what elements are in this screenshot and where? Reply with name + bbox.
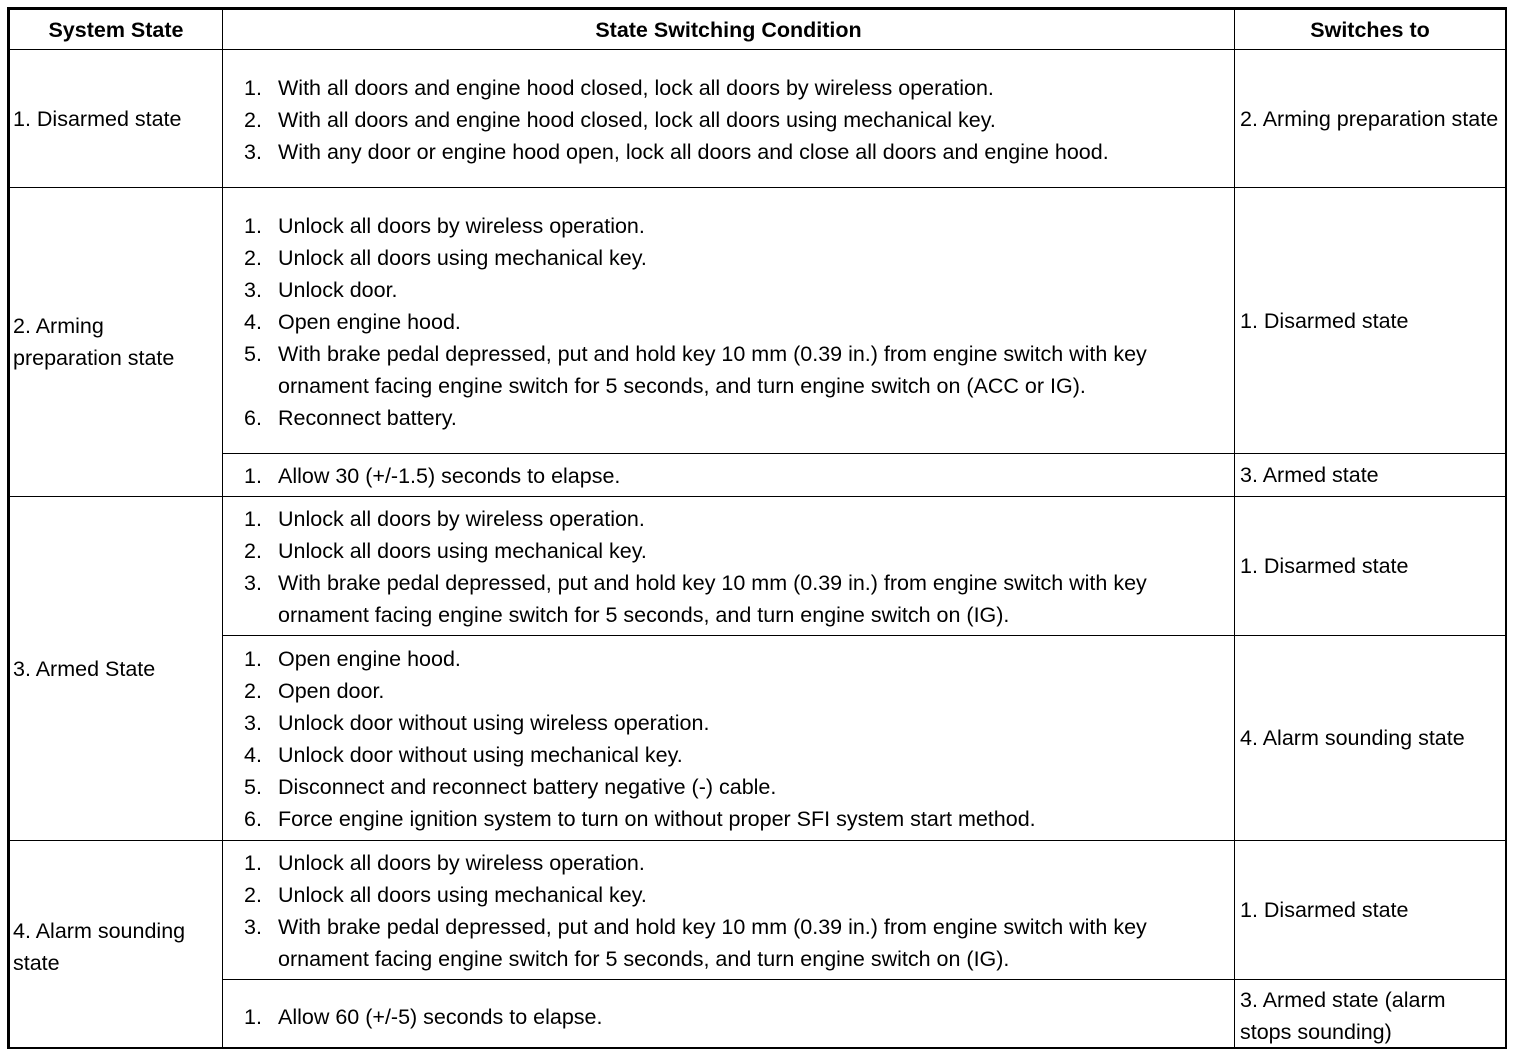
switches-to-cell: 4. Alarm sounding state [1235, 636, 1506, 841]
condition-item: 1. With all doors and engine hood closed, lock all doors by wireless operation. [244, 75, 994, 100]
condition-item: 2. Unlock all doors using mechanical key. [244, 245, 647, 270]
table-row [10, 841, 1506, 980]
condition-item: 2. Open door. [244, 679, 385, 703]
condition-cell [223, 841, 1235, 980]
switches-to-cell: 3. Armed state (alarm stops sounding) [1235, 980, 1506, 1050]
state-table-container [7, 7, 1507, 1049]
condition-item: 3. With brake pedal depressed, put and hold key 10 mm (0.39 in.) from engine switch with key ornament facing engine switch for 5 seconds, and turn engine switch on (IG). [244, 571, 1147, 627]
table-row [10, 188, 1506, 454]
condition-cell [223, 636, 1235, 841]
condition-item: 5. With brake pedal depressed, put and hold key 10 mm (0.39 in.) from engine switch with key ornament facing engine switch for 5 seconds, and turn engine switch on (ACC or IG). [244, 341, 1147, 398]
condition-item: 6. Reconnect battery. [244, 405, 457, 430]
condition-cell [223, 497, 1235, 636]
switches-to-cell: 2. Arming preparation state [1235, 50, 1506, 188]
table-row [10, 497, 1506, 636]
system-state-cell: 4. Alarm sounding state [10, 841, 223, 1050]
table-row [10, 636, 1506, 841]
condition-cell [223, 980, 1235, 1050]
header-system-state: System State [10, 10, 223, 50]
header-switches-to: Switches to [1235, 10, 1506, 50]
table-header-row [10, 10, 1506, 50]
condition-list [244, 847, 1226, 975]
table-row [10, 980, 1506, 1050]
condition-item: 3. With any door or engine hood open, lock all doors and close all doors and engine hood. [244, 139, 1109, 164]
condition-list [244, 503, 1226, 631]
condition-item: 1. Allow 30 (+/-1.5) seconds to elapse. [244, 464, 621, 488]
switches-to-cell: 1. Disarmed state [1235, 497, 1506, 636]
condition-item: 1. Unlock all doors by wireless operation. [244, 507, 645, 531]
table-row [10, 454, 1506, 497]
switches-to-cell: 1. Disarmed state [1235, 841, 1506, 980]
condition-item: 1. Allow 60 (+/-5) seconds to elapse. [244, 1005, 603, 1029]
condition-item: 2. With all doors and engine hood closed, lock all doors using mechanical key. [244, 107, 996, 132]
header-condition: State Switching Condition [223, 10, 1235, 50]
state-switching-table [9, 9, 1506, 1049]
condition-list [244, 643, 1226, 835]
condition-cell [223, 454, 1235, 497]
condition-item: 5. Disconnect and reconnect battery negative (-) cable. [244, 775, 777, 799]
system-state-cell: 3. Armed State [10, 497, 223, 841]
condition-cell [223, 50, 1235, 188]
condition-item: 3. Unlock door. [244, 277, 398, 302]
condition-item: 4. Open engine hood. [244, 309, 461, 334]
condition-cell [223, 188, 1235, 454]
system-state-cell: 2. Arming preparation state [10, 188, 223, 497]
condition-list [244, 1001, 1226, 1033]
condition-list [244, 210, 1226, 434]
switches-to-cell: 1. Disarmed state [1235, 188, 1506, 454]
condition-list [244, 460, 1226, 492]
condition-item: 3. With brake pedal depressed, put and hold key 10 mm (0.39 in.) from engine switch with key ornament facing engine switch for 5 seconds, and turn engine switch on (IG). [244, 915, 1147, 971]
condition-item: 1. Open engine hood. [244, 647, 461, 671]
condition-item: 1. Unlock all doors by wireless operation. [244, 851, 645, 875]
table-row [10, 50, 1506, 188]
condition-item: 4. Unlock door without using mechanical key. [244, 743, 683, 767]
condition-item: 2. Unlock all doors using mechanical key. [244, 539, 647, 563]
condition-item: 6. Force engine ignition system to turn on without proper SFI system start method. [244, 807, 1036, 831]
condition-list [244, 72, 1226, 168]
condition-item: 1. Unlock all doors by wireless operation. [244, 213, 645, 238]
condition-item: 2. Unlock all doors using mechanical key. [244, 883, 647, 907]
condition-item: 3. Unlock door without using wireless operation. [244, 711, 710, 735]
system-state-cell: 1. Disarmed state [10, 50, 223, 188]
switches-to-cell: 3. Armed state [1235, 454, 1506, 497]
